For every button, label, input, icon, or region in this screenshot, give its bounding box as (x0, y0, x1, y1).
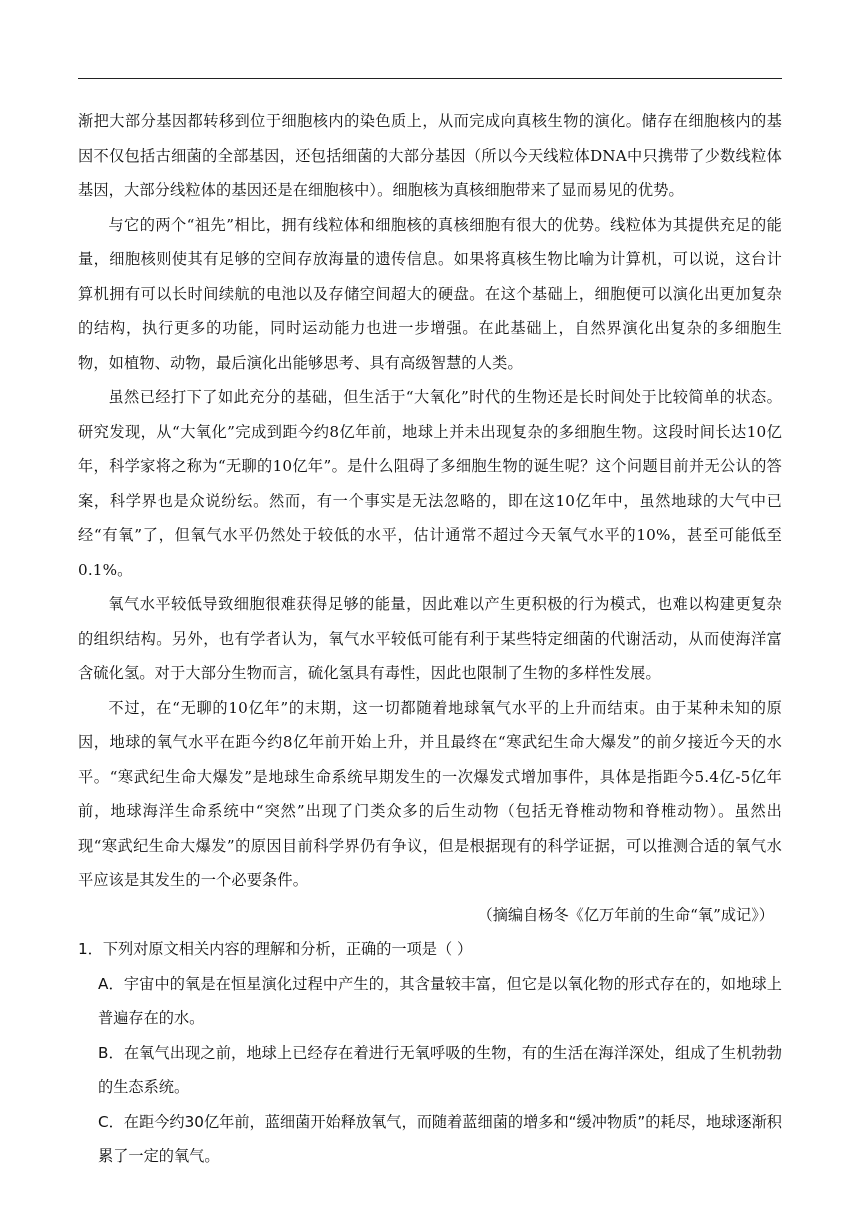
option-b[interactable]: B．在氧气出现之前，地球上已经存在着进行无氧呼吸的生物，有的生活在海洋深处，组成了生机勃勃的生态系统。 (98, 1043, 782, 1096)
passage-paragraph-5: 不过，在“无聊的10亿年”的末期，这一切都随着地球氧气水平的上升而结束。由于某种未知的原因，地球的氧气水平在距今约8亿年前开始上升，并且最终在“寒武纪生命大爆发”的前夕接近今天的水平。“寒武纪生命大爆发”是地球生命系统早期发生的一次爆发式增加事件，具体是指距今5.4亿-5亿年前，地球海洋生命系统中“突然”出现了门类众多的后生动物（包括无脊椎动物和脊椎动物）。虽然出现“寒武纪生命大爆发”的原因目前科学界仍有争议，但是根据现有的科学证据，可以推测合适的氧气水平应该是其发生的一个必要条件。 (78, 698, 782, 889)
passage-paragraph-2: 与它的两个“祖先”相比，拥有线粒体和细胞核的真核细胞有很大的优势。线粒体为其提供充足的能量，细胞核则使其有足够的空间存放海量的遗传信息。如果将真核生物比喻为计算机，可以说，这台计算机拥有可以长时间续航的电池以及存储空间超大的硬盘。在这个基础上，细胞便可以演化出更加复杂的结构，执行更多的功能，同时运动能力也进一步增强。在此基础上，自然界演化出复杂的多细胞生物，如植物、动物，最后演化出能够思考、具有高级智慧的人类。 (78, 215, 782, 372)
passage-paragraph-1: 渐把大部分基因都转移到位于细胞核内的染色质上，从而完成向真核生物的演化。储存在细胞核内的基因不仅包括古细菌的全部基因，还包括细菌的大部分基因（所以今天线粒体DNA中只携带了少数线粒体基因，大部分线粒体的基因还是在细胞核中）。细胞核为真核细胞带来了显而易见的优势。 (78, 112, 782, 199)
passage-paragraph-3: 虽然已经打下了如此充分的基础，但生活于“大氧化”时代的生物还是长时间处于比较简单的状态。研究发现，从“大氧化”完成到距今约8亿年前，地球上并未出现复杂的多细胞生物。这段时间长达10亿年，科学家将之称为“无聊的10亿年”。是什么阻碍了多细胞生物的诞生呢？这个问题目前并无公认的答案，科学界也是众说纷纭。然而，有一个事实是无法忽略的，即在这10亿年中，虽然地球的大气中已经“有氧”了，但氧气水平仍然处于较低的水平，估计通常不超过今天氧气水平的10%，甚至可能低至0.1%。 (78, 388, 782, 579)
passage-source: （摘编自杨冬《亿万年前的生命“氧”成记》） (477, 905, 774, 924)
question-stem: 1．下列对原文相关内容的理解和分析，正确的一项是（ ） (78, 940, 473, 958)
header-rule (78, 78, 782, 79)
passage-paragraph-4: 氧气水平较低导致细胞很难获得足够的能量，因此难以产生更积极的行为模式，也难以构建更复杂的组织结构。另外，也有学者认为，氧气水平较低可能有利于某些特定细菌的代谢活动，从而使海洋富含硫化氢。对于大部分生物而言，硫化氢具有毒性，因此也限制了生物的多样性发展。 (78, 595, 782, 682)
document-body (78, 104, 782, 1174)
option-a[interactable]: A．宇宙中的氧是在恒星演化过程中产生的，其含量较丰富，但它是以氧化物的形式存在的，如地球上普遍存在的水。 (98, 974, 782, 1027)
option-c[interactable]: C．在距今约30亿年前，蓝细菌开始释放氧气，而随着蓝细菌的增多和“缓冲物质”的耗尽，地球逐渐积累了一定的氧气。 (98, 1112, 782, 1165)
